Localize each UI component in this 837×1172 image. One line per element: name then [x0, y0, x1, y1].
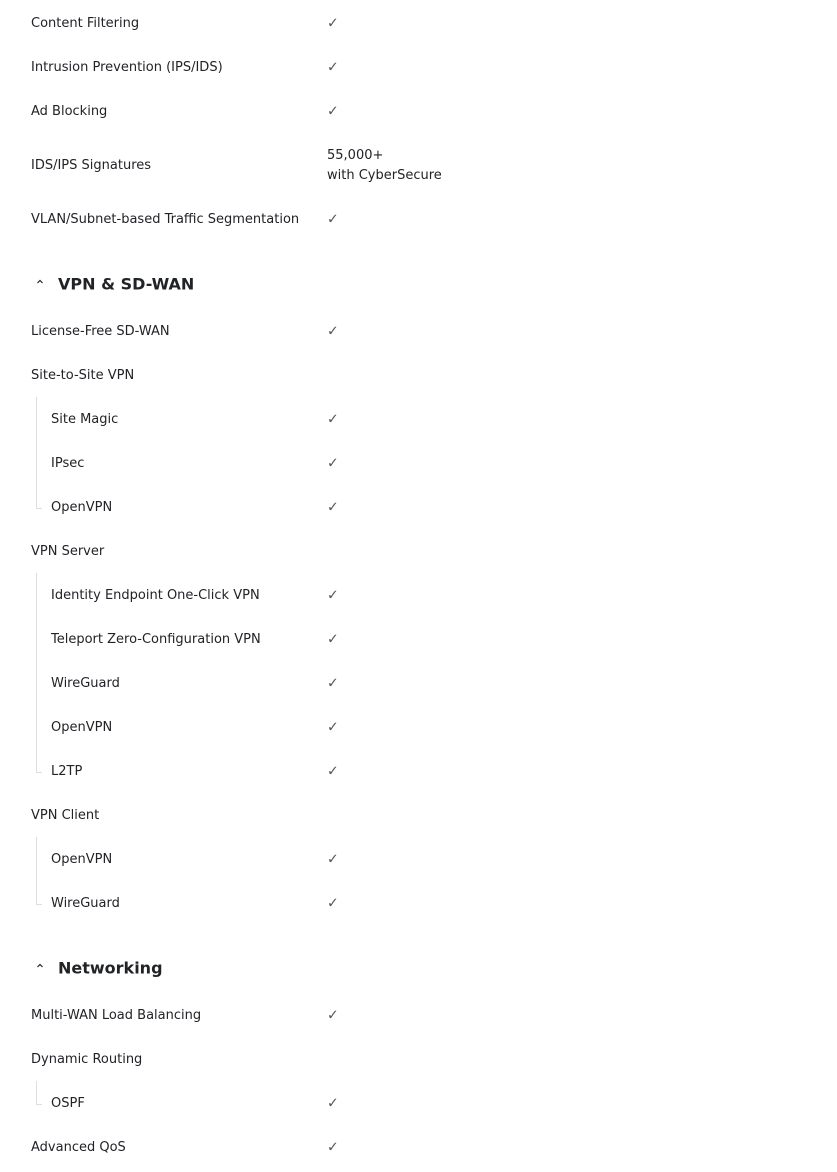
feature-label: Intrusion Prevention (IPS/IDS): [31, 60, 223, 75]
checkmark-icon: ✓: [327, 851, 339, 868]
feature-row-multi-wan-load-balancing: [0, 994, 837, 1038]
feature-group-dynamic-routing: [0, 1038, 837, 1082]
feature-label: Ad Blocking: [31, 104, 108, 119]
feature-row-advanced-qos: [0, 1126, 837, 1170]
section-title: Networking: [58, 958, 163, 978]
checkmark-icon: ✓: [327, 719, 339, 736]
checkmark-icon: ✓: [327, 1007, 339, 1024]
feature-row-wireguard: [0, 662, 837, 706]
chevron-up-icon[interactable]: [35, 961, 45, 971]
feature-row-content-filtering: [0, 2, 837, 46]
feature-value: [327, 14, 339, 35]
checkmark-icon: ✓: [327, 15, 339, 32]
feature-value: [327, 1138, 339, 1159]
feature-group-label: Dynamic Routing: [31, 1052, 143, 1067]
checkmark-icon: ✓: [327, 1139, 339, 1156]
feature-value: [327, 894, 339, 915]
feature-row-site-magic: [0, 398, 837, 442]
feature-group-label: VPN Server: [31, 544, 105, 559]
feature-label: L2TP: [51, 764, 83, 779]
checkmark-icon: ✓: [327, 499, 339, 516]
feature-label: IDS/IPS Signatures: [31, 158, 152, 173]
feature-label: OpenVPN: [51, 852, 113, 867]
checkmark-icon: ✓: [327, 103, 339, 120]
feature-value: [327, 102, 339, 123]
feature-value: [327, 586, 339, 607]
feature-value: [327, 1094, 339, 1115]
feature-group-vpn-server: [0, 530, 837, 574]
feature-value: [327, 410, 339, 431]
feature-value: [327, 850, 339, 871]
feature-value: [327, 718, 339, 739]
feature-label: IPsec: [51, 456, 85, 471]
feature-value: [327, 58, 339, 79]
feature-value: [327, 1006, 339, 1027]
feature-value: [327, 498, 339, 519]
feature-label: Advanced QoS: [31, 1140, 126, 1155]
feature-value: [327, 630, 339, 651]
feature-row-l2tp: [0, 750, 837, 794]
checkmark-icon: ✓: [327, 675, 339, 692]
feature-label: WireGuard: [51, 676, 120, 691]
section-title: VPN & SD-WAN: [58, 274, 195, 294]
checkmark-icon: ✓: [327, 211, 339, 228]
feature-group-site-to-site-vpn: [0, 354, 837, 398]
signature-note: with CyberSecure: [327, 168, 442, 183]
feature-label: Content Filtering: [31, 16, 140, 31]
feature-label: Teleport Zero-Configuration VPN: [51, 632, 261, 647]
feature-row-ospf: [0, 1082, 837, 1126]
feature-row-ad-blocking: [0, 90, 837, 134]
feature-row-ids-ips-signatures: [0, 138, 837, 194]
feature-group-label: VPN Client: [31, 808, 100, 823]
checkmark-icon: ✓: [327, 895, 339, 912]
feature-label: Identity Endpoint One-Click VPN: [51, 588, 260, 603]
feature-row-openvpn: [0, 486, 837, 530]
signature-count: 55,000+: [327, 148, 384, 163]
feature-value: [327, 454, 339, 475]
feature-value: [327, 210, 339, 231]
feature-row-ipsec: [0, 442, 837, 486]
checkmark-icon: ✓: [327, 763, 339, 780]
chevron-up-icon[interactable]: [35, 277, 45, 287]
feature-label: OpenVPN: [51, 500, 113, 515]
feature-value: [327, 674, 339, 695]
feature-row-intrusion-prevention: [0, 46, 837, 90]
feature-label: Multi-WAN Load Balancing: [31, 1008, 202, 1023]
checkmark-icon: ✓: [327, 455, 339, 472]
feature-row-vlan-segmentation: [0, 198, 837, 242]
feature-label: OSPF: [51, 1096, 85, 1111]
feature-row-openvpn: [0, 706, 837, 750]
feature-row-license-free-sdwan: [0, 310, 837, 354]
feature-label: OpenVPN: [51, 720, 113, 735]
section-header-networking[interactable]: [0, 948, 837, 988]
feature-label: Site Magic: [51, 412, 119, 427]
feature-group-vpn-client: [0, 794, 837, 838]
feature-row-openvpn-client: [0, 838, 837, 882]
checkmark-icon: ✓: [327, 1095, 339, 1112]
section-header-vpn-sdwan[interactable]: [0, 264, 837, 304]
feature-row-teleport-vpn: [0, 618, 837, 662]
feature-label: License-Free SD-WAN: [31, 324, 170, 339]
feature-label: VLAN/Subnet-based Traffic Segmentation: [31, 212, 300, 227]
feature-row-wireguard-client: [0, 882, 837, 926]
feature-group-label: Site-to-Site VPN: [31, 368, 135, 383]
feature-value: [327, 762, 339, 783]
feature-label: WireGuard: [51, 896, 120, 911]
feature-row-identity-endpoint-vpn: [0, 574, 837, 618]
checkmark-icon: ✓: [327, 323, 339, 340]
checkmark-icon: ✓: [327, 587, 339, 604]
checkmark-icon: ✓: [327, 411, 339, 428]
feature-value: [327, 146, 442, 186]
checkmark-icon: ✓: [327, 631, 339, 648]
feature-value: [327, 322, 339, 343]
checkmark-icon: ✓: [327, 59, 339, 76]
